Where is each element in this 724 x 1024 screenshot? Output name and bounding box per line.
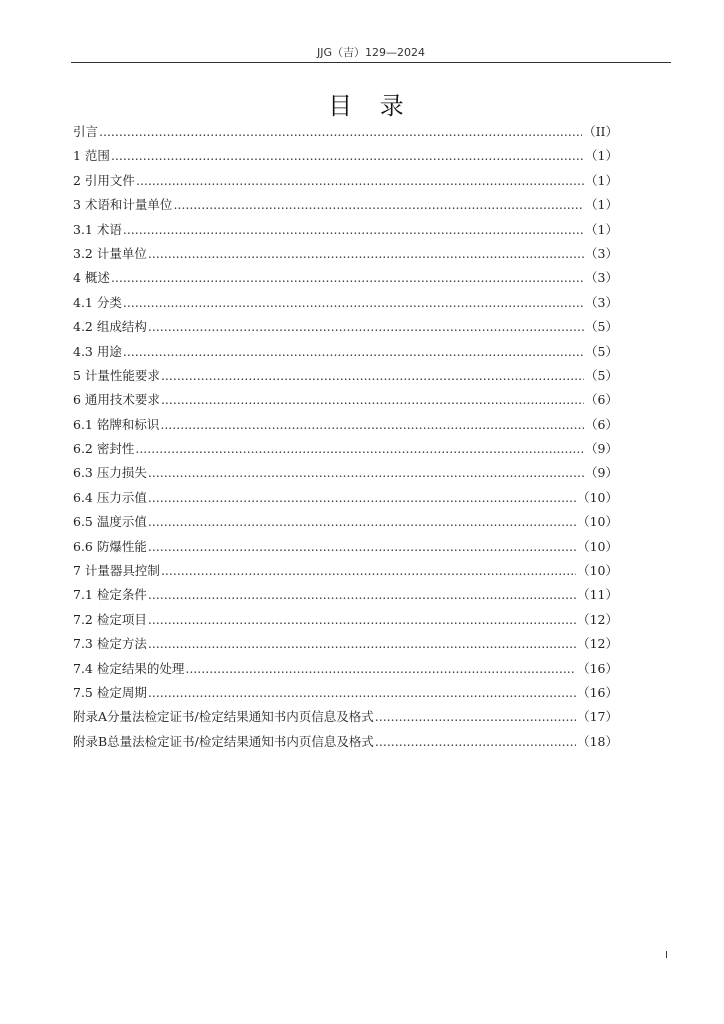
toc-entry-label: 4.1 分类 — [73, 294, 122, 310]
document-header: JJG（吉）129—2024 — [316, 46, 425, 59]
toc-entry[interactable] — [73, 195, 618, 219]
toc-entry-label: 6.3 压力损失 — [73, 465, 147, 481]
toc-entry[interactable] — [73, 244, 618, 268]
toc-entry[interactable] — [73, 122, 618, 146]
toc-entry[interactable] — [73, 707, 618, 731]
toc-entry[interactable] — [73, 390, 618, 414]
toc-leader-dots — [99, 124, 582, 139]
toc-entry-label: 附录B总量法检定证书/检定结果通知书内页信息及格式 — [73, 733, 374, 749]
toc-leader-dots — [111, 148, 584, 163]
toc-leader-dots — [148, 514, 576, 529]
toc-entry-label: 4.3 用途 — [73, 343, 122, 359]
toc-entry-label: 6.2 密封性 — [73, 441, 135, 457]
toc-entry[interactable] — [73, 439, 618, 463]
toc-entry-page: （3） — [585, 294, 618, 310]
toc-entry-label: 5 计量性能要求 — [73, 367, 160, 383]
toc-entry-page: （18） — [577, 733, 618, 749]
toc-entry-label: 7.1 检定条件 — [73, 587, 147, 603]
toc-leader-dots — [148, 612, 576, 627]
toc-leader-dots — [148, 587, 576, 602]
toc-entry-label: 7 计量器具控制 — [73, 563, 160, 579]
toc-leader-dots — [123, 344, 584, 359]
toc-entry-page: （5） — [585, 367, 618, 383]
toc-entry-page: （3） — [585, 245, 618, 261]
toc-leader-dots — [148, 246, 584, 261]
toc-entry-page: （10） — [577, 563, 618, 579]
toc-entry[interactable] — [73, 488, 618, 512]
toc-entry[interactable] — [73, 463, 618, 487]
toc-entry-page: （17） — [577, 709, 618, 725]
toc-entry[interactable] — [73, 634, 618, 658]
toc-leader-dots — [185, 661, 576, 676]
toc-entry-label: 3.1 术语 — [73, 221, 122, 237]
toc-leader-dots — [161, 563, 576, 578]
toc-leader-dots — [135, 441, 584, 456]
toc-entry-page: （5） — [585, 343, 618, 359]
toc-entry-page: （1） — [585, 197, 618, 213]
toc-leader-dots — [148, 539, 576, 554]
toc-entry-label: 6.6 防爆性能 — [73, 538, 147, 554]
toc-entry-page: （16） — [577, 660, 618, 676]
toc-entry-page: （1） — [585, 172, 618, 188]
toc-entry[interactable] — [73, 366, 618, 390]
toc-leader-dots — [148, 465, 584, 480]
toc-entry-page: （10） — [577, 489, 618, 505]
toc-entry-label: 6 通用技术要求 — [73, 392, 160, 408]
toc-entry-page: （6） — [585, 392, 618, 408]
toc-entry-page: （1） — [585, 148, 618, 164]
table-of-contents — [73, 122, 618, 756]
toc-entry[interactable] — [73, 561, 618, 585]
toc-entry[interactable] — [73, 342, 618, 366]
toc-entry[interactable] — [73, 610, 618, 634]
toc-leader-dots — [161, 368, 584, 383]
toc-entry-label: 4 概述 — [73, 270, 110, 286]
toc-entry[interactable] — [73, 683, 618, 707]
toc-entry-label: 6.4 压力示值 — [73, 489, 147, 505]
toc-entry-label: 7.3 检定方法 — [73, 636, 147, 652]
toc-entry-page: （6） — [585, 416, 618, 432]
toc-leader-dots — [148, 685, 576, 700]
toc-entry-page: （1） — [585, 221, 618, 237]
header-rule — [71, 62, 671, 63]
toc-entry-label: 6.1 铭牌和标识 — [73, 416, 160, 432]
toc-entry-label: 3 术语和计量单位 — [73, 197, 173, 213]
toc-entry[interactable] — [73, 317, 618, 341]
toc-leader-dots — [160, 417, 584, 432]
page-title: 目 录 — [328, 92, 414, 120]
toc-entry-label: 6.5 温度示值 — [73, 514, 147, 530]
toc-leader-dots — [136, 173, 584, 188]
toc-entry[interactable] — [73, 415, 618, 439]
toc-entry[interactable] — [73, 268, 618, 292]
toc-entry[interactable] — [73, 171, 618, 195]
toc-entry-label: 7.5 检定周期 — [73, 684, 147, 700]
toc-entry-label: 7.2 检定项目 — [73, 611, 147, 627]
toc-leader-dots — [375, 734, 576, 749]
toc-entry-label: 4.2 组成结构 — [73, 319, 147, 335]
toc-entry-page: （16） — [577, 684, 618, 700]
toc-entry-page: （3） — [585, 270, 618, 286]
toc-entry[interactable] — [73, 659, 618, 683]
toc-entry[interactable] — [73, 537, 618, 561]
toc-entry-label: 引言 — [73, 124, 99, 139]
toc-entry-page: （10） — [577, 538, 618, 554]
toc-entry[interactable] — [73, 512, 618, 536]
toc-entry[interactable] — [73, 146, 618, 170]
toc-leader-dots — [111, 270, 584, 285]
toc-entry[interactable] — [73, 293, 618, 317]
toc-entry-page: （5） — [585, 319, 618, 335]
toc-entry-page: （12） — [577, 611, 618, 627]
toc-entry-page: （II） — [583, 124, 618, 139]
toc-entry-page: （10） — [577, 514, 618, 530]
page-number: I — [665, 950, 668, 961]
toc-entry[interactable] — [73, 585, 618, 609]
toc-entry-page: （12） — [577, 636, 618, 652]
toc-leader-dots — [123, 295, 584, 310]
toc-entry[interactable] — [73, 732, 618, 756]
toc-leader-dots — [148, 490, 576, 505]
toc-entry-page: （9） — [585, 441, 618, 457]
toc-entry[interactable] — [73, 220, 618, 244]
toc-entry-label: 附录A分量法检定证书/检定结果通知书内页信息及格式 — [73, 709, 374, 725]
toc-entry-label: 3.2 计量单位 — [73, 245, 147, 261]
toc-entry-page: （9） — [585, 465, 618, 481]
toc-leader-dots — [148, 319, 584, 334]
toc-leader-dots — [148, 636, 576, 651]
toc-leader-dots — [173, 197, 584, 212]
toc-leader-dots — [123, 222, 584, 237]
toc-entry-label: 2 引用文件 — [73, 172, 135, 188]
toc-entry-label: 1 范围 — [73, 148, 110, 164]
toc-entry-page: （11） — [577, 587, 618, 603]
toc-leader-dots — [161, 392, 584, 407]
toc-leader-dots — [375, 709, 576, 724]
toc-entry-label: 7.4 检定结果的处理 — [73, 660, 185, 676]
